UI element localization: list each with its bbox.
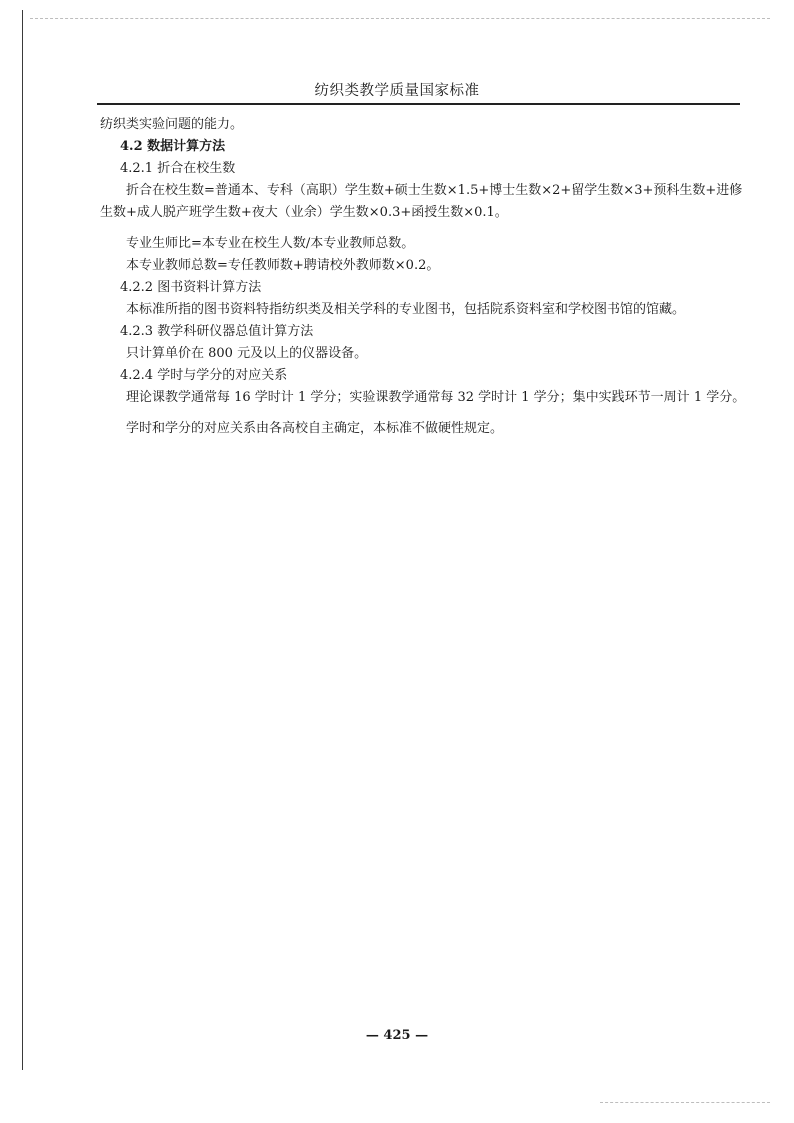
paragraph-library-materials: 本标准所指的图书资料特指纺织类及相关学科的专业图书，包括院系资料室和学校图书馆的馆藏。: [126, 302, 686, 317]
scan-edge-left: [22, 10, 23, 1070]
subsection-heading-4-2-3: 4.2.3 教学科研仪器总值计算方法: [120, 324, 314, 339]
subsection-heading-4-2-4: 4.2.4 学时与学分的对应关系: [120, 368, 288, 383]
formula-enrollment: 折合在校生数=普通本、专科（高职）学生数+硕士生数×1.5+博士生数×2+留学生数×3+预科生数+进修生数+成人脱产班学生数+夜大（业余）学生数×0.3+函授生数×0.1。: [100, 183, 743, 220]
paragraph-credit-hours: 理论课教学通常每 16 学时计 1 学分；实验课教学通常每 32 学时计 1 学分；集中实践环节一周计 1 学分。: [126, 390, 746, 405]
header-rule: [97, 103, 740, 105]
formula-student-teacher-ratio: 专业生师比=本专业在校生人数/本专业教师总数。: [126, 236, 415, 251]
running-header: 纺织类教学质量国家标准: [314, 83, 480, 99]
formula-teacher-total: 本专业教师总数=专任教师数+聘请校外教师数×0.2。: [126, 258, 440, 273]
subsection-heading-4-2-1: 4.2.1 折合在校生数: [120, 161, 236, 176]
scan-edge-top: [30, 18, 770, 19]
paragraph-equipment-value: 只计算单价在 800 元及以上的仪器设备。: [126, 346, 368, 361]
page-number: — 425 —: [365, 1028, 429, 1043]
continuation-line: 纺织类实验问题的能力。: [100, 117, 244, 132]
section-heading-4-2: 4.2 数据计算方法: [120, 139, 226, 154]
paragraph-credit-autonomy: 学时和学分的对应关系由各高校自主确定，本标准不做硬性规定。: [126, 421, 504, 436]
body-text: [100, 114, 750, 440]
scan-edge-bottom: [600, 1102, 770, 1103]
subsection-heading-4-2-2: 4.2.2 图书资料计算方法: [120, 280, 262, 295]
